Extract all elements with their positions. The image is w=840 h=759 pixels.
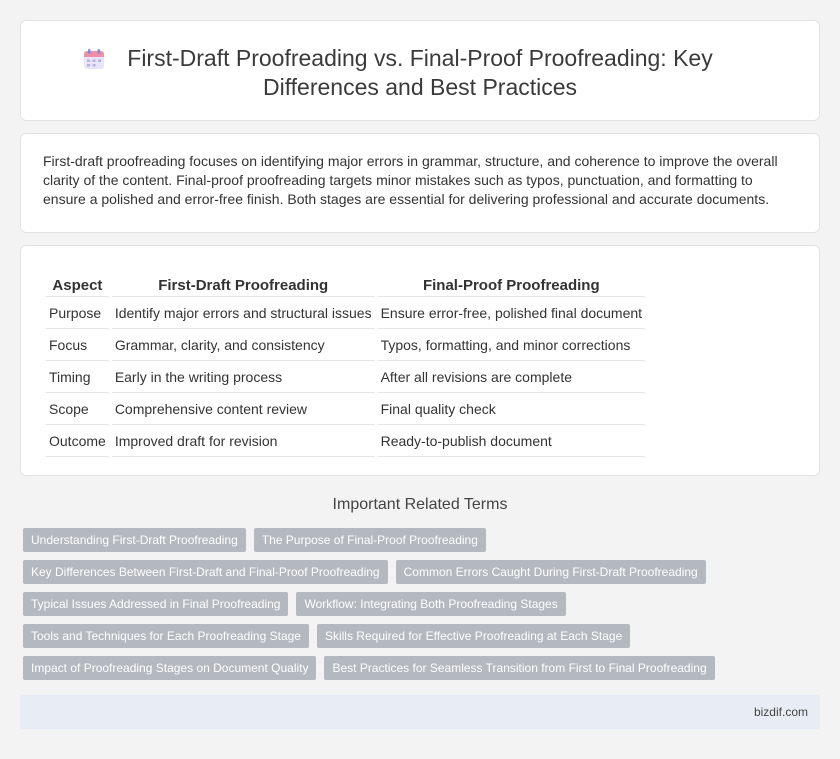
cell-first-draft: Improved draft for revision [112,425,375,457]
related-term-tag[interactable]: Understanding First-Draft Proofreading [23,528,246,552]
intro-paragraph: First-draft proofreading focuses on identifying major errors in grammar, structure, and coherence to improve the overall clarity of the content. Final-proof proofreading targets minor mistakes such as typos, punctuation, and formatting to ensure a polished and error-free finish. Both stages are essential for delivering professional and accurate documents. [43,153,778,207]
related-term-tag[interactable]: Tools and Techniques for Each Proofreading Stage [23,624,309,648]
cell-first-draft: Comprehensive content review [112,393,375,425]
footer [20,695,820,729]
cell-first-draft: Early in the writing process [112,361,375,393]
table-row [46,425,645,457]
cell-final-proof: After all revisions are complete [378,361,645,393]
cell-aspect: Purpose [46,297,109,329]
title-line-1: First-Draft Proofreading vs. Final-Proof Proofreading: Key [127,45,713,71]
related-terms-title: Important Related Terms [332,496,508,513]
comparison-table [43,273,648,457]
cell-first-draft: Identify major errors and structural issues [112,297,375,329]
related-term-tag[interactable]: Common Errors Caught During First-Draft Proofreading [396,560,706,584]
related-term-tag[interactable]: Typical Issues Addressed in Final Proofreading [23,592,288,616]
cell-aspect: Scope [46,393,109,425]
cell-aspect: Focus [46,329,109,361]
related-term-tag[interactable]: Skills Required for Effective Proofreading at Each Stage [317,624,630,648]
table-row [46,361,645,393]
comparison-card [20,245,820,476]
cell-final-proof: Typos, formatting, and minor corrections [378,329,645,361]
cell-aspect: Timing [46,361,109,393]
related-term-tag[interactable]: Key Differences Between First-Draft and Final-Proof Proofreading [23,560,388,584]
header-final-proof: Final-Proof Proofreading [378,273,645,297]
table-header-row [46,273,645,297]
cell-final-proof: Ensure error-free, polished final document [378,297,645,329]
calendar-icon [82,47,106,71]
related-term-tag[interactable]: Workflow: Integrating Both Proofreading Stages [296,592,565,616]
table-row [46,329,645,361]
cell-aspect: Outcome [46,425,109,457]
cell-final-proof: Final quality check [378,393,645,425]
related-term-tag[interactable]: The Purpose of Final-Proof Proofreading [254,528,486,552]
header-aspect: Aspect [46,273,109,297]
header-first-draft: First-Draft Proofreading [112,273,375,297]
related-term-tag[interactable]: Impact of Proofreading Stages on Document Quality [23,656,316,680]
title-line-2: Differences and Best Practices [262,74,578,100]
title-card [20,20,820,121]
page-title [127,44,712,102]
intro-card [20,133,820,233]
cell-final-proof: Ready-to-publish document [378,425,645,457]
cell-first-draft: Grammar, clarity, and consistency [112,329,375,361]
related-terms-list [23,528,823,688]
table-row [46,297,645,329]
table-row [46,393,645,425]
footer-site-link[interactable]: bizdif.com [753,705,808,719]
related-term-tag[interactable]: Best Practices for Seamless Transition from First to Final Proofreading [324,656,714,680]
